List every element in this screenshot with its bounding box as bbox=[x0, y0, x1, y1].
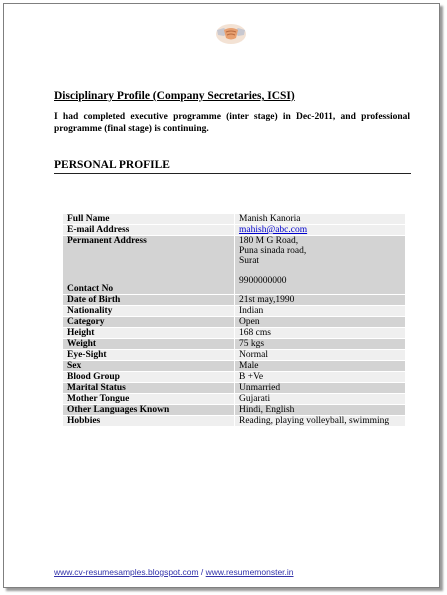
row-label: Eye-Sight bbox=[63, 350, 234, 360]
row-label: Date of Birth bbox=[63, 295, 234, 305]
row-label: Height bbox=[63, 328, 234, 338]
personal-details-table bbox=[63, 213, 405, 427]
row-label: Permanent Address bbox=[67, 236, 147, 246]
resume-page bbox=[3, 3, 440, 588]
table-row bbox=[63, 416, 405, 426]
row-value: Manish Kanoria bbox=[234, 214, 405, 224]
contact-no-label: Contact No bbox=[67, 284, 114, 294]
disciplinary-profile-text: I had completed executive programme (inter stage) in Dec-2011, and professional programme (final stage) is continuing. bbox=[54, 112, 410, 134]
table-row bbox=[63, 383, 405, 393]
row-value: Normal bbox=[234, 350, 405, 360]
table-row bbox=[63, 317, 405, 327]
footer-link-cv-resumesamples[interactable]: www.cv-resumesamples.blogspot.com bbox=[54, 567, 199, 577]
row-value: Reading, playing volleyball, swimming bbox=[234, 416, 405, 426]
section-divider bbox=[54, 173, 411, 174]
row-label: Full Name bbox=[63, 214, 234, 224]
row-label: Hobbies bbox=[63, 416, 234, 426]
row-label: Sex bbox=[63, 361, 234, 371]
row-value: Unmarried bbox=[234, 383, 405, 393]
address-line: 180 M G Road, bbox=[239, 236, 299, 246]
row-label: Category bbox=[63, 317, 234, 327]
row-value: 168 cms bbox=[234, 328, 405, 338]
row-label: Mother Tongue bbox=[63, 394, 234, 404]
address-line: Surat bbox=[239, 256, 260, 266]
address-line: Puna sinada road, bbox=[239, 246, 307, 256]
row-value: B +Ve bbox=[234, 372, 405, 382]
contact-number: 9900000000 bbox=[239, 276, 287, 286]
table-row bbox=[63, 361, 405, 371]
row-label: E-mail Address bbox=[63, 225, 234, 235]
table-row bbox=[63, 295, 405, 305]
row-value: Open bbox=[234, 317, 405, 327]
handshake-icon bbox=[214, 18, 248, 48]
disciplinary-profile-title: Disciplinary Profile (Company Secretaries, ICSI) bbox=[54, 90, 295, 102]
footer-link-resumemonster[interactable]: www.resumemonster.in bbox=[205, 567, 294, 577]
table-row bbox=[63, 394, 405, 404]
footer-separator: / bbox=[198, 567, 206, 577]
row-label: Other Languages Known bbox=[63, 405, 234, 415]
footer-links bbox=[54, 567, 294, 577]
row-label: Nationality bbox=[63, 306, 234, 316]
table-row bbox=[63, 306, 405, 316]
table-row bbox=[63, 350, 405, 360]
table-row bbox=[63, 214, 405, 224]
table-row bbox=[63, 372, 405, 382]
row-value: Gujarati bbox=[234, 394, 405, 404]
table-row bbox=[63, 405, 405, 415]
table-row bbox=[63, 236, 405, 294]
row-label: Blood Group bbox=[63, 372, 234, 382]
row-label: Weight bbox=[63, 339, 234, 349]
table-row bbox=[63, 225, 405, 235]
row-value: Indian bbox=[234, 306, 405, 316]
row-label: Marital Status bbox=[63, 383, 234, 393]
table-row bbox=[63, 339, 405, 349]
table-row bbox=[63, 328, 405, 338]
row-value: Male bbox=[234, 361, 405, 371]
row-value: 21st may,1990 bbox=[234, 295, 405, 305]
email-link[interactable]: mahish@abc.com bbox=[239, 225, 308, 235]
row-value: 75 kgs bbox=[234, 339, 405, 349]
address-line bbox=[239, 266, 405, 276]
personal-profile-title: PERSONAL PROFILE bbox=[54, 159, 170, 171]
row-value: Hindi, English bbox=[234, 405, 405, 415]
